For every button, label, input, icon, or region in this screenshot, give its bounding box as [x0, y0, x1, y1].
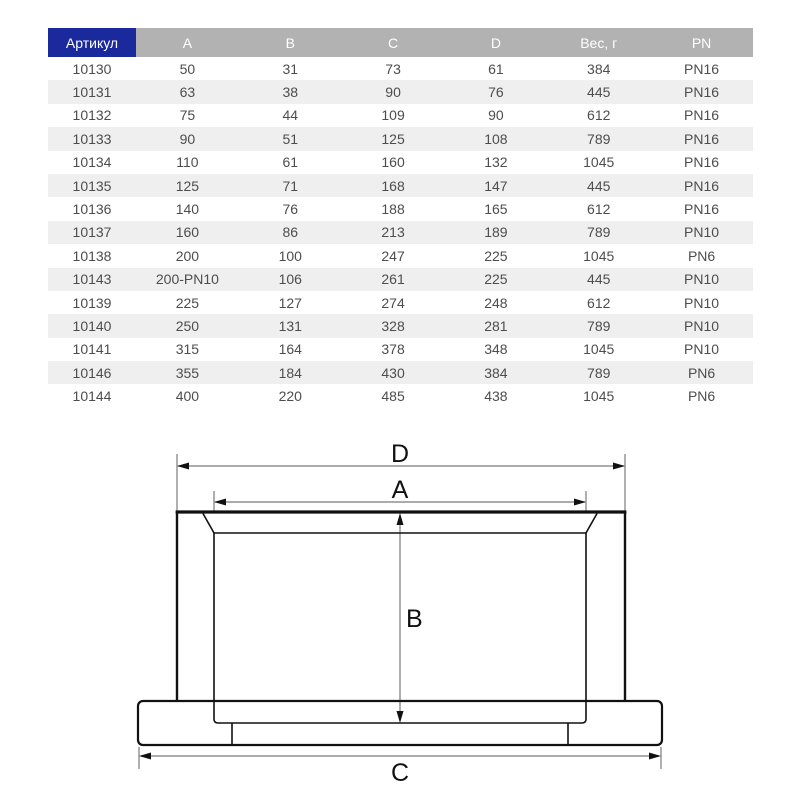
table-cell-a: 400 — [175, 388, 200, 405]
table-cell-c: 247 — [381, 247, 405, 264]
dim-label-a: A — [391, 476, 409, 504]
table-cell-b: 61 — [282, 154, 299, 171]
table-cell-d: 225 — [484, 247, 508, 264]
table-cell-artikul: 10143 — [48, 268, 136, 291]
table-row — [48, 174, 753, 197]
table-cell-weight: 789 — [547, 127, 650, 150]
spec-table-head — [48, 28, 753, 57]
table-cell-c: 168 — [342, 174, 445, 197]
arrow-b-top — [397, 513, 404, 525]
table-cell-artikul: 10137 — [48, 221, 136, 244]
table-cell-b: 106 — [239, 268, 342, 291]
table-cell-b: 127 — [278, 294, 302, 311]
table-cell-weight: 612 — [587, 107, 611, 124]
table-cell-pn: PN6 — [650, 361, 753, 384]
table-cell-d: 165 — [484, 201, 508, 218]
table-cell-weight: 1045 — [583, 247, 615, 264]
dim-label-d: D — [390, 440, 410, 468]
table-cell-c: 109 — [381, 107, 405, 124]
column-header-weight: Вес, г — [547, 28, 650, 57]
table-cell-b: 86 — [239, 221, 342, 244]
table-cell-pn: PN10 — [650, 314, 753, 337]
table-cell-weight: 1045 — [583, 341, 615, 358]
table-row — [48, 314, 753, 337]
table-cell-artikul: 10141 — [72, 341, 112, 358]
table-cell-artikul: 10135 — [48, 174, 136, 197]
table-cell-pn: PN16 — [650, 80, 753, 103]
table-cell-pn: PN16 — [650, 127, 753, 150]
column-header-pn: PN — [650, 28, 753, 57]
table-cell-d: 147 — [444, 174, 547, 197]
table-cell-c: 213 — [342, 221, 445, 244]
table-cell-artikul: 10131 — [48, 80, 136, 103]
table-cell-a: 75 — [179, 107, 196, 124]
table-cell-weight: 789 — [547, 361, 650, 384]
chamfer-left — [203, 514, 214, 534]
arrow-a-right — [574, 499, 586, 506]
table-cell-a: 140 — [175, 201, 200, 218]
spec-table-body — [48, 57, 753, 408]
table-cell-c: 261 — [342, 268, 445, 291]
spec-table — [48, 28, 753, 408]
table-cell-pn: PN16 — [650, 174, 753, 197]
table-cell-c: 90 — [342, 80, 445, 103]
table-cell-b: 44 — [282, 107, 299, 124]
table-cell-a: 160 — [136, 221, 239, 244]
table-cell-artikul: 10136 — [72, 201, 112, 218]
table-row — [48, 57, 753, 80]
table-cell-c: 328 — [342, 314, 445, 337]
table-row — [48, 291, 753, 314]
table-cell-pn: PN6 — [687, 388, 716, 405]
table-cell-b: 100 — [278, 247, 302, 264]
table-cell-d: 438 — [484, 388, 508, 405]
table-cell-c: 160 — [381, 154, 405, 171]
table-cell-a: 63 — [136, 80, 239, 103]
table-cell-pn: PN10 — [684, 341, 720, 358]
header-row — [48, 28, 753, 57]
arrow-d-right — [613, 463, 625, 470]
table-cell-c: 485 — [381, 388, 405, 405]
table-cell-a: 225 — [175, 294, 200, 311]
table-cell-d: 189 — [444, 221, 547, 244]
table-cell-artikul: 10146 — [48, 361, 136, 384]
table-cell-d: 108 — [444, 127, 547, 150]
table-cell-c: 73 — [385, 60, 401, 77]
arrow-d-left — [177, 463, 189, 470]
table-row — [48, 80, 753, 103]
table-cell-pn: PN10 — [650, 268, 753, 291]
table-row — [48, 384, 753, 407]
table-cell-weight: 1045 — [583, 388, 615, 405]
dim-label-c: C — [390, 759, 410, 787]
table-row — [48, 151, 753, 174]
table-cell-b: 184 — [239, 361, 342, 384]
table-cell-b: 31 — [282, 60, 299, 77]
table-cell-artikul: 10138 — [72, 247, 112, 264]
table-cell-b: 51 — [239, 127, 342, 150]
dim-label-b: B — [406, 605, 423, 633]
table-cell-d: 281 — [444, 314, 547, 337]
table-cell-b: 38 — [239, 80, 342, 103]
table-cell-pn: PN6 — [687, 247, 716, 264]
table-cell-d: 76 — [444, 80, 547, 103]
table-cell-c: 378 — [381, 341, 405, 358]
table-cell-d: 384 — [444, 361, 547, 384]
table-cell-c: 430 — [342, 361, 445, 384]
table-cell-weight: 789 — [547, 221, 650, 244]
table-cell-d: 225 — [444, 268, 547, 291]
table-cell-weight: 445 — [547, 80, 650, 103]
table-cell-b: 71 — [239, 174, 342, 197]
table-row — [48, 244, 753, 267]
table-cell-d: 132 — [484, 154, 508, 171]
column-header-artikul: Артикул — [48, 28, 136, 57]
table-cell-a: 355 — [136, 361, 239, 384]
table-cell-pn: PN10 — [650, 221, 753, 244]
table-cell-weight: 1045 — [583, 154, 615, 171]
table-cell-weight: 445 — [547, 268, 650, 291]
table-cell-weight: 612 — [587, 294, 611, 311]
table-cell-a: 250 — [136, 314, 239, 337]
table-cell-a: 315 — [175, 341, 200, 358]
table-row — [48, 361, 753, 384]
table-cell-a: 50 — [179, 60, 196, 77]
table-cell-a: 125 — [136, 174, 239, 197]
arrow-c-left — [139, 753, 151, 760]
table-cell-c: 125 — [342, 127, 445, 150]
table-cell-d: 248 — [484, 294, 508, 311]
table-row — [48, 197, 753, 220]
table-cell-d: 90 — [488, 107, 504, 124]
table-cell-d: 348 — [484, 341, 508, 358]
table-cell-pn: PN16 — [684, 154, 720, 171]
table-cell-a: 90 — [136, 127, 239, 150]
table-cell-weight: 789 — [547, 314, 650, 337]
table-cell-pn: PN10 — [684, 294, 720, 311]
table-cell-weight: 384 — [587, 60, 611, 77]
table-cell-d: 61 — [488, 60, 504, 77]
table-cell-weight: 445 — [547, 174, 650, 197]
table-cell-artikul: 10132 — [72, 107, 112, 124]
table-cell-a: 200 — [175, 247, 200, 264]
table-cell-b: 220 — [278, 388, 302, 405]
column-header-c: C — [342, 28, 445, 57]
table-cell-weight: 612 — [587, 201, 611, 218]
table-cell-pn: PN16 — [684, 201, 720, 218]
table-cell-artikul: 10134 — [72, 154, 112, 171]
table-cell-c: 188 — [381, 201, 405, 218]
table-cell-a: 200-PN10 — [136, 268, 239, 291]
table-cell-artikul: 10130 — [72, 60, 112, 77]
table-cell-c: 274 — [381, 294, 405, 311]
table-cell-pn: PN16 — [684, 107, 720, 124]
column-header-a: A — [136, 28, 239, 57]
arrow-a-left — [214, 499, 226, 506]
dimension-diagram — [0, 440, 800, 800]
table-row — [48, 338, 753, 361]
column-header-b: B — [239, 28, 342, 57]
table-row — [48, 104, 753, 127]
table-cell-pn: PN16 — [684, 60, 720, 77]
table-row — [48, 268, 753, 291]
table-row — [48, 221, 753, 244]
table-cell-b: 131 — [239, 314, 342, 337]
table-cell-artikul: 10133 — [48, 127, 136, 150]
table-cell-b: 76 — [282, 201, 299, 218]
table-row — [48, 127, 753, 150]
arrow-b-bottom — [397, 711, 404, 723]
column-header-d: D — [444, 28, 547, 57]
chamfer-right — [586, 514, 597, 534]
table-cell-b: 164 — [278, 341, 302, 358]
table-cell-artikul: 10139 — [72, 294, 112, 311]
table-cell-artikul: 10144 — [72, 388, 112, 405]
table-cell-artikul: 10140 — [48, 314, 136, 337]
table-cell-a: 110 — [176, 154, 199, 171]
arrow-c-right — [649, 753, 661, 760]
